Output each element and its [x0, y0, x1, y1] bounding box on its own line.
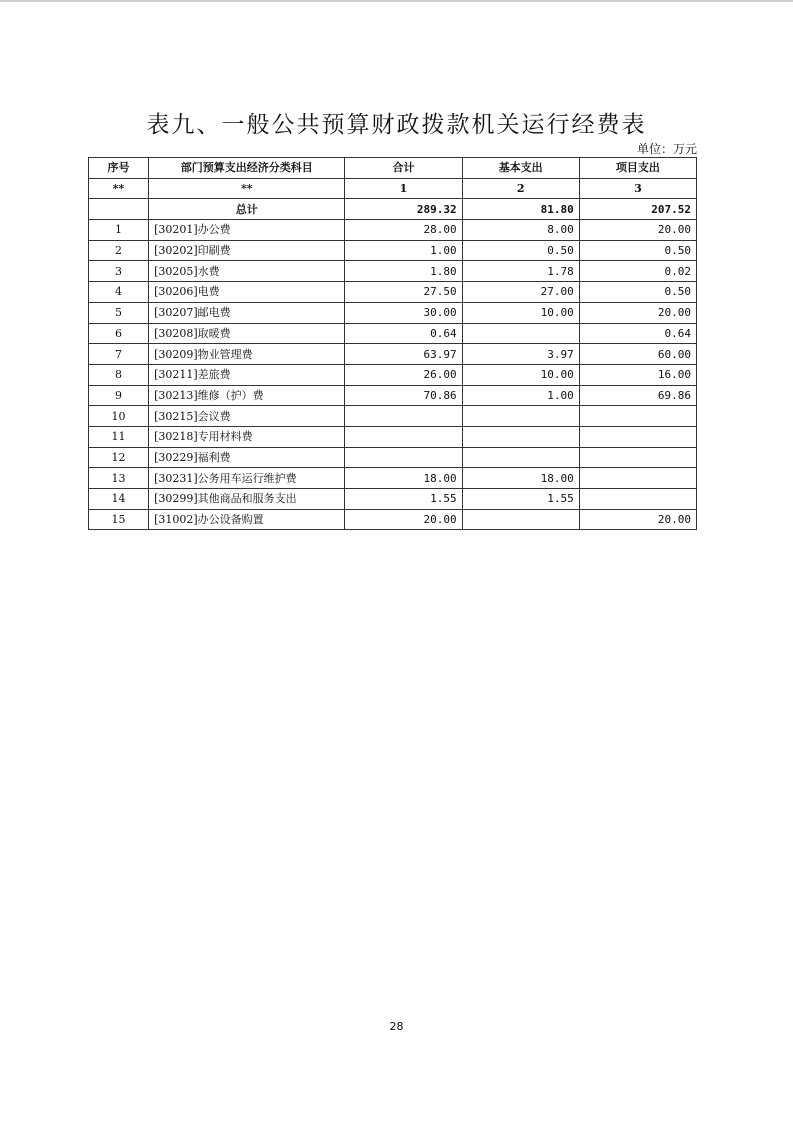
row-basic-cell — [462, 509, 579, 530]
row-basic-cell — [462, 426, 579, 447]
total-total: 289.32 — [345, 199, 462, 220]
row-project-cell — [579, 468, 696, 489]
row-basic-cell: 8.00 — [462, 220, 579, 241]
table-row — [89, 344, 697, 365]
row-total-cell: 28.00 — [345, 220, 462, 241]
row-item-cell: [30205]水费 — [149, 261, 345, 282]
row-no-cell: 5 — [89, 302, 149, 323]
row-basic-cell — [462, 447, 579, 468]
table-header-row — [89, 158, 697, 179]
total-row — [89, 199, 697, 220]
row-project-cell: 20.00 — [579, 302, 696, 323]
row-no-cell: 13 — [89, 468, 149, 489]
code-cell: 2 — [462, 178, 579, 199]
row-basic-cell: 0.50 — [462, 240, 579, 261]
row-total-cell: 27.50 — [345, 282, 462, 303]
row-project-cell: 0.02 — [579, 261, 696, 282]
row-project-cell: 69.86 — [579, 385, 696, 406]
table-row — [89, 426, 697, 447]
row-item-cell: [30218]专用材料费 — [149, 426, 345, 447]
row-total-cell: 26.00 — [345, 364, 462, 385]
row-total-cell: 0.64 — [345, 323, 462, 344]
row-project-cell — [579, 447, 696, 468]
col-header-item: 部门预算支出经济分类科目 — [149, 158, 345, 179]
total-basic: 81.80 — [462, 199, 579, 220]
row-basic-cell — [462, 323, 579, 344]
row-no-cell: 15 — [89, 509, 149, 530]
table-row — [89, 323, 697, 344]
row-item-cell: [30208]取暖费 — [149, 323, 345, 344]
row-item-cell: [31002]办公设备购置 — [149, 509, 345, 530]
code-cell: ** — [89, 178, 149, 199]
row-basic-cell: 27.00 — [462, 282, 579, 303]
unit-label: 单位：万元 — [636, 142, 697, 156]
row-basic-cell: 3.97 — [462, 344, 579, 365]
row-item-cell: [30202]印刷费 — [149, 240, 345, 261]
row-project-cell — [579, 406, 696, 427]
table-row — [89, 406, 697, 427]
table-row — [89, 282, 697, 303]
table-row — [89, 261, 697, 282]
table-row — [89, 509, 697, 530]
table-row — [89, 385, 697, 406]
row-no-cell: 4 — [89, 282, 149, 303]
row-no-cell: 3 — [89, 261, 149, 282]
row-no-cell: 11 — [89, 426, 149, 447]
row-project-cell: 20.00 — [579, 220, 696, 241]
row-total-cell — [345, 406, 462, 427]
table-row — [89, 468, 697, 489]
row-total-cell: 1.00 — [345, 240, 462, 261]
col-header-basic: 基本支出 — [462, 158, 579, 179]
row-basic-cell: 10.00 — [462, 302, 579, 323]
table-row — [89, 220, 697, 241]
row-total-cell — [345, 447, 462, 468]
row-no-cell: 14 — [89, 489, 149, 510]
page-top-edge — [0, 0, 793, 2]
row-total-cell: 70.86 — [345, 385, 462, 406]
row-no-cell: 2 — [89, 240, 149, 261]
total-no-cell — [89, 199, 149, 220]
code-cell: ** — [149, 178, 345, 199]
code-row — [89, 178, 697, 199]
row-total-cell: 1.80 — [345, 261, 462, 282]
col-header-no: 序号 — [89, 158, 149, 179]
table-row — [89, 302, 697, 323]
row-project-cell: 0.64 — [579, 323, 696, 344]
row-project-cell — [579, 426, 696, 447]
row-project-cell: 0.50 — [579, 240, 696, 261]
row-item-cell: [30209]物业管理费 — [149, 344, 345, 365]
row-total-cell: 1.55 — [345, 489, 462, 510]
row-basic-cell: 1.00 — [462, 385, 579, 406]
row-no-cell: 1 — [89, 220, 149, 241]
table-row — [89, 447, 697, 468]
row-basic-cell: 1.78 — [462, 261, 579, 282]
row-total-cell — [345, 426, 462, 447]
row-project-cell — [579, 489, 696, 510]
row-basic-cell: 18.00 — [462, 468, 579, 489]
table-row — [89, 364, 697, 385]
row-project-cell: 0.50 — [579, 282, 696, 303]
col-header-project: 项目支出 — [579, 158, 696, 179]
row-item-cell: [30213]维修（护）费 — [149, 385, 345, 406]
row-basic-cell: 10.00 — [462, 364, 579, 385]
code-cell: 3 — [579, 178, 696, 199]
row-item-cell: [30207]邮电费 — [149, 302, 345, 323]
row-total-cell: 63.97 — [345, 344, 462, 365]
row-item-cell: [30211]差旅费 — [149, 364, 345, 385]
budget-table — [88, 157, 697, 530]
row-project-cell: 16.00 — [579, 364, 696, 385]
row-project-cell: 20.00 — [579, 509, 696, 530]
row-item-cell: [30299]其他商品和服务支出 — [149, 489, 345, 510]
row-total-cell: 20.00 — [345, 509, 462, 530]
row-item-cell: [30229]福利费 — [149, 447, 345, 468]
row-no-cell: 7 — [89, 344, 149, 365]
row-item-cell: [30231]公务用车运行维护费 — [149, 468, 345, 489]
row-basic-cell: 1.55 — [462, 489, 579, 510]
row-item-cell: [30215]会议费 — [149, 406, 345, 427]
total-label: 总计 — [149, 199, 345, 220]
row-item-cell: [30206]电费 — [149, 282, 345, 303]
total-project: 207.52 — [579, 199, 696, 220]
row-no-cell: 6 — [89, 323, 149, 344]
table-row — [89, 240, 697, 261]
row-item-cell: [30201]办公费 — [149, 220, 345, 241]
row-no-cell: 12 — [89, 447, 149, 468]
row-no-cell: 10 — [89, 406, 149, 427]
row-no-cell: 8 — [89, 364, 149, 385]
row-no-cell: 9 — [89, 385, 149, 406]
row-total-cell: 18.00 — [345, 468, 462, 489]
page-title: 表九、一般公共预算财政拨款机关运行经费表 — [146, 112, 647, 138]
col-header-total: 合计 — [345, 158, 462, 179]
code-cell: 1 — [345, 178, 462, 199]
table-row — [89, 489, 697, 510]
row-total-cell: 30.00 — [345, 302, 462, 323]
page-number: 28 — [389, 1020, 404, 1033]
row-project-cell: 60.00 — [579, 344, 696, 365]
row-basic-cell — [462, 406, 579, 427]
